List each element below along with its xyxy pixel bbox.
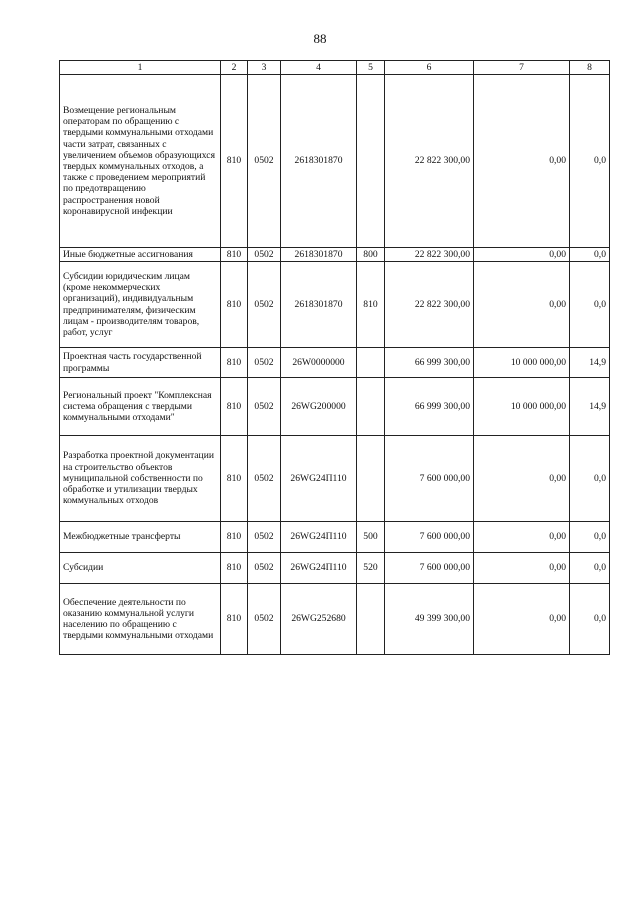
executed-amount: 0,00 <box>474 248 570 262</box>
table-row <box>60 378 610 436</box>
header-cell: 2 <box>221 61 248 75</box>
expense-type-code <box>357 436 385 522</box>
ministry-code: 810 <box>221 348 248 378</box>
header-cell: 3 <box>248 61 281 75</box>
table-row <box>60 348 610 378</box>
target-code: 26WG200000 <box>281 378 357 436</box>
target-code: 26WG24П110 <box>281 522 357 553</box>
executed-amount: 10 000 000,00 <box>474 348 570 378</box>
execution-percent: 0,0 <box>570 522 610 553</box>
table-row <box>60 553 610 584</box>
header-cell: 1 <box>60 61 221 75</box>
table-row <box>60 75 610 248</box>
table-row <box>60 584 610 655</box>
executed-amount: 0,00 <box>474 75 570 248</box>
execution-percent: 0,0 <box>570 436 610 522</box>
table-row <box>60 436 610 522</box>
target-code: 2618301870 <box>281 75 357 248</box>
plan-amount: 66 999 300,00 <box>385 348 474 378</box>
row-name: Межбюджетные трансферты <box>60 522 221 553</box>
plan-amount: 7 600 000,00 <box>385 522 474 553</box>
plan-amount: 7 600 000,00 <box>385 436 474 522</box>
row-name: Обеспечение деятельности по оказанию коммунальной услуги населению по обращению с твердыми коммунальными отходами <box>60 584 221 655</box>
header-cell: 7 <box>474 61 570 75</box>
section-code: 0502 <box>248 553 281 584</box>
ministry-code: 810 <box>221 378 248 436</box>
target-code: 26WG24П110 <box>281 436 357 522</box>
section-code: 0502 <box>248 262 281 348</box>
page-number: 88 <box>313 31 327 46</box>
execution-percent: 14,9 <box>570 378 610 436</box>
execution-percent: 0,0 <box>570 553 610 584</box>
executed-amount: 0,00 <box>474 584 570 655</box>
row-name: Возмещение региональным операторам по обращению с твердыми коммунальными отходами части затрат, связанных с увеличением объемов образующихся твердых коммунальных отходов, а также с проведением мероприятий по предотвращению распространения новой коронавирусной инфекции <box>60 75 221 248</box>
executed-amount: 0,00 <box>474 262 570 348</box>
expense-type-code: 500 <box>357 522 385 553</box>
ministry-code: 810 <box>221 436 248 522</box>
header-cell: 4 <box>281 61 357 75</box>
executed-amount: 0,00 <box>474 522 570 553</box>
plan-amount: 49 399 300,00 <box>385 584 474 655</box>
ministry-code: 810 <box>221 248 248 262</box>
header-cell: 6 <box>385 61 474 75</box>
ministry-code: 810 <box>221 584 248 655</box>
target-code: 2618301870 <box>281 248 357 262</box>
expense-type-code: 520 <box>357 553 385 584</box>
header-cell: 8 <box>570 61 610 75</box>
section-code: 0502 <box>248 348 281 378</box>
table-row <box>60 262 610 348</box>
expense-type-code <box>357 348 385 378</box>
target-code: 26WG252680 <box>281 584 357 655</box>
header-cell: 5 <box>357 61 385 75</box>
row-name: Региональный проект "Комплексная система обращения с твердыми коммунальными отходами" <box>60 378 221 436</box>
expense-type-code: 800 <box>357 248 385 262</box>
executed-amount: 10 000 000,00 <box>474 378 570 436</box>
plan-amount: 22 822 300,00 <box>385 262 474 348</box>
budget-table <box>59 60 610 655</box>
target-code: 26W0000000 <box>281 348 357 378</box>
executed-amount: 0,00 <box>474 436 570 522</box>
expense-type-code <box>357 584 385 655</box>
section-code: 0502 <box>248 378 281 436</box>
target-code: 2618301870 <box>281 262 357 348</box>
expense-type-code <box>357 378 385 436</box>
section-code: 0502 <box>248 584 281 655</box>
row-name: Субсидии юридическим лицам (кроме некоммерческих организаций), индивидуальным предпринимателям, физическим лицам - производителям товаров, работ, услуг <box>60 262 221 348</box>
ministry-code: 810 <box>221 262 248 348</box>
execution-percent: 0,0 <box>570 75 610 248</box>
expense-type-code: 810 <box>357 262 385 348</box>
target-code: 26WG24П110 <box>281 553 357 584</box>
table-row <box>60 522 610 553</box>
ministry-code: 810 <box>221 75 248 248</box>
expense-type-code <box>357 75 385 248</box>
plan-amount: 66 999 300,00 <box>385 378 474 436</box>
execution-percent: 0,0 <box>570 248 610 262</box>
plan-amount: 22 822 300,00 <box>385 248 474 262</box>
execution-percent: 0,0 <box>570 262 610 348</box>
section-code: 0502 <box>248 75 281 248</box>
section-code: 0502 <box>248 436 281 522</box>
plan-amount: 22 822 300,00 <box>385 75 474 248</box>
section-code: 0502 <box>248 522 281 553</box>
ministry-code: 810 <box>221 553 248 584</box>
section-code: 0502 <box>248 248 281 262</box>
row-name: Иные бюджетные ассигнования <box>60 248 221 262</box>
row-name: Разработка проектной документации на строительство объектов муниципальной собственности по обработке и утилизации твердых коммунальных отходов <box>60 436 221 522</box>
ministry-code: 810 <box>221 522 248 553</box>
row-name: Субсидии <box>60 553 221 584</box>
header-row <box>60 61 610 75</box>
plan-amount: 7 600 000,00 <box>385 553 474 584</box>
row-name: Проектная часть государственной программы <box>60 348 221 378</box>
execution-percent: 0,0 <box>570 584 610 655</box>
table-row <box>60 248 610 262</box>
executed-amount: 0,00 <box>474 553 570 584</box>
execution-percent: 14,9 <box>570 348 610 378</box>
